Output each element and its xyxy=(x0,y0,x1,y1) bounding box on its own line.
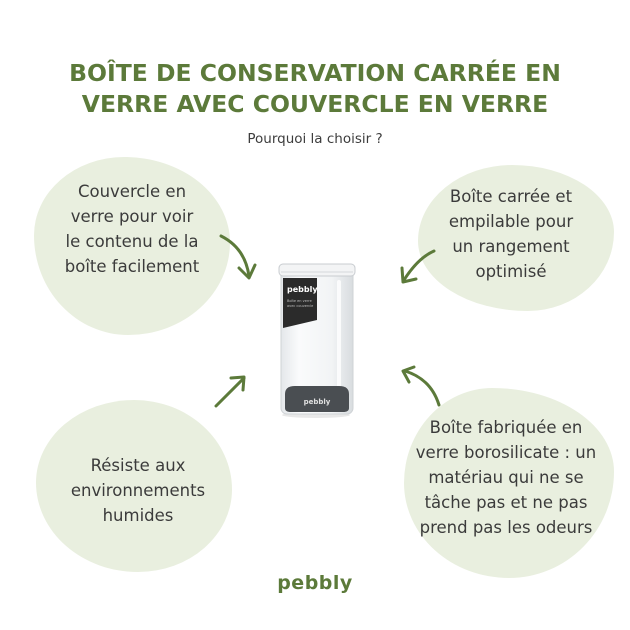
product-jar-image xyxy=(271,262,361,422)
subtitle: Pourquoi la choisir ? xyxy=(247,131,383,147)
arrow-icon-top-right xyxy=(396,246,441,288)
title-line-1: BOÎTE DE CONSERVATION CARRÉE EN xyxy=(69,59,561,87)
base-brand: pebbly xyxy=(303,398,331,406)
page-title xyxy=(0,58,630,120)
arrow-icon-bottom-right xyxy=(397,363,447,411)
arrow-icon-bottom-left xyxy=(210,370,252,412)
feature-stackable: Boîte carrée et empilable pour un rangement optimisé xyxy=(448,187,574,281)
label-brand: pebbly xyxy=(287,285,318,294)
label-line-2: avec couvercle xyxy=(287,304,314,308)
title-line-2: VERRE AVEC COUVERCLE EN VERRE xyxy=(81,90,549,118)
footer-logo: pebbly xyxy=(277,572,353,594)
label-line-1: Boîte en verre xyxy=(287,299,312,303)
arrow-icon-top-left xyxy=(215,230,260,285)
feature-borosilicate: Boîte fabriquée en verre borosilicate : un matériau qui ne se tâche pas et ne pas prend pas les odeurs xyxy=(415,418,597,537)
feature-glass-lid: Couvercle en verre pour voir le contenu de la boîte facilement xyxy=(64,182,200,276)
feature-humidity: Résiste aux environnements humides xyxy=(70,456,206,525)
